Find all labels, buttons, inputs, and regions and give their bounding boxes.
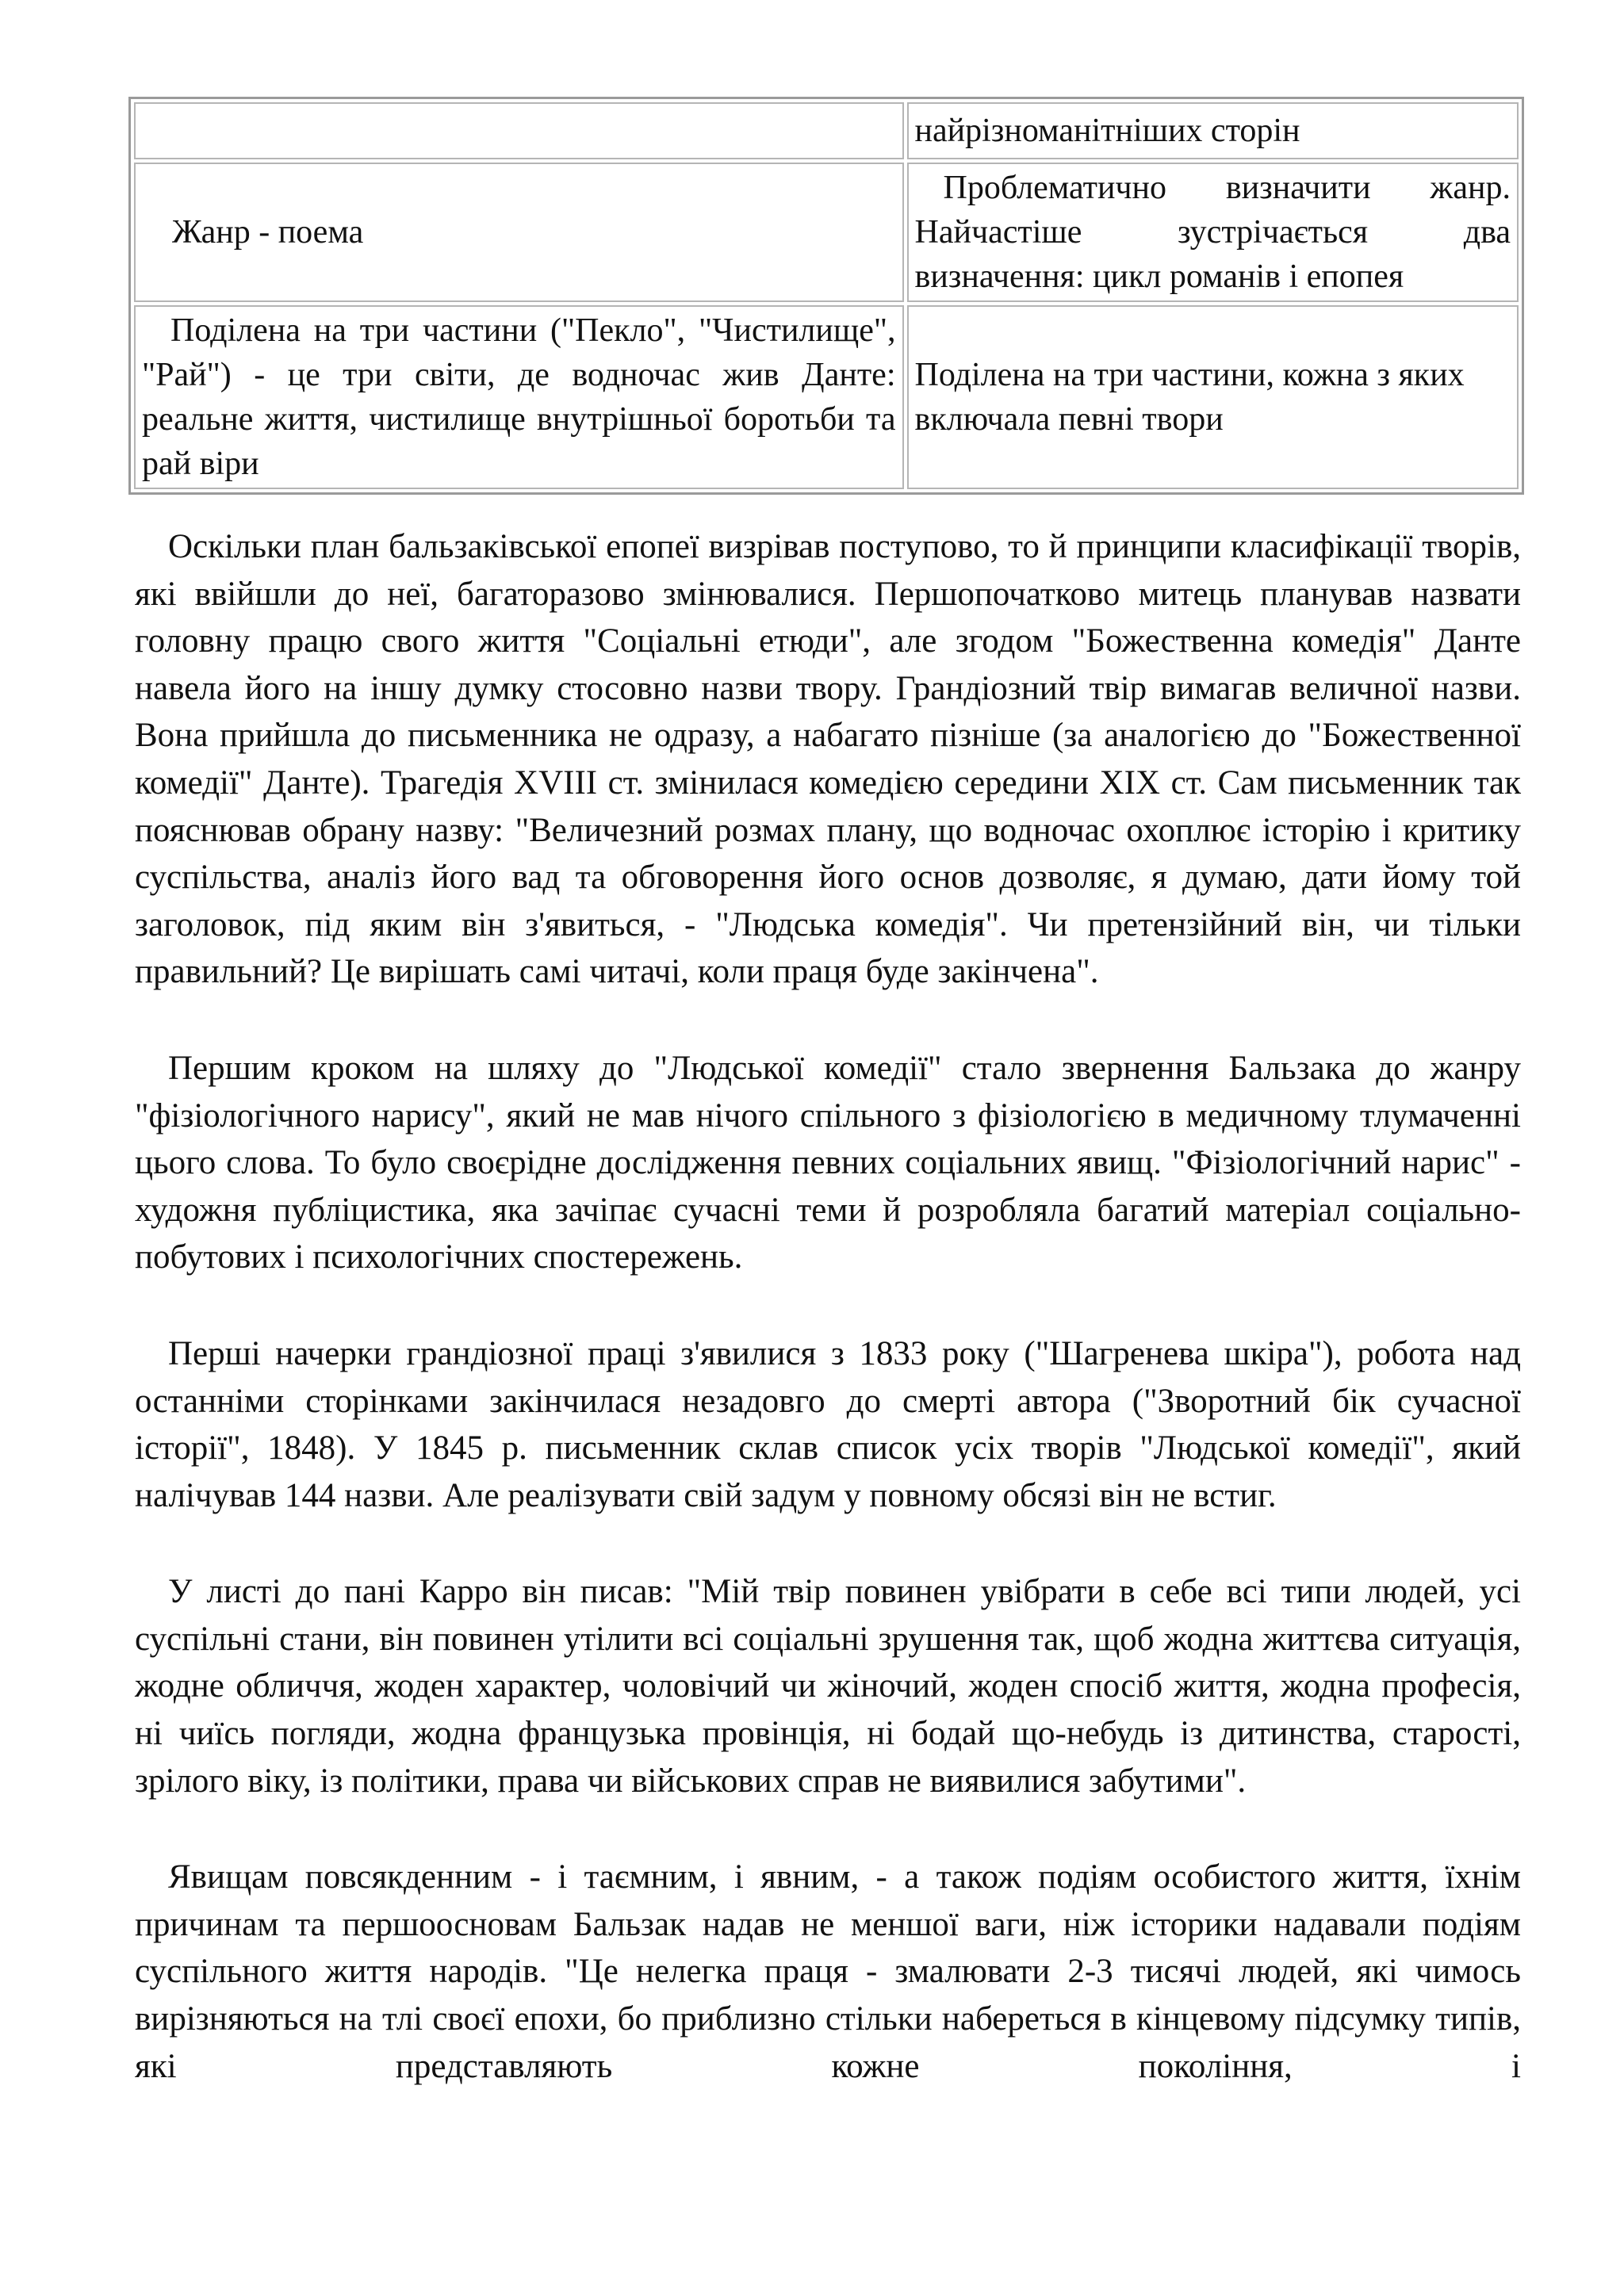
- paragraph: Першим кроком на шляху до "Людської комедії" стало звернення Бальзака до жанру "фізіологічного нарису", який не мав нічого спільного з фізіологією в медичному тлумаченні цього слова. То було своєрідне дослідження певних соціальних явищ. "Фізіологічний нарис" - художня публіцистика, яка зачіпає сучасні теми й розробляла багатий матеріал соціально-побутових і психологічних спостережень.: [135, 1049, 1521, 1276]
- table-cell-right: найрізноманітніших сторін: [907, 102, 1519, 159]
- table-row: [134, 305, 1519, 489]
- paragraph: Перші начерки грандіозної праці з'явилися з 1833 року ("Шагренева шкіра"), робота над останніми сторінками закінчилася незадовго до смерті автора ("Зворотний бік сучасної історії", 1848). У 1845 р. письменник склав список усіх творів "Людської комедії", який налічував 144 назви. Але реалізувати свій задум у повному обсязі він не встиг.: [135, 1334, 1521, 1514]
- paragraph: У листі до пані Карро він писав: "Мій твір повинен увібрати в себе всі типи людей, усі суспільні стани, він повинен утілити всі соціальні зрушення так, щоб жодна життєва ситуація, жодне обличчя, жоден характер, чоловічий чи жіночий, жоден спосіб життя, жодна професія, ні чиїсь погляди, жодна французька провінція, ні бодай що-небудь із дитинства, старості, зрілого віку, із політики, права чи військових справ не виявилися забутими".: [135, 1573, 1521, 1800]
- table-cell-right: Проблематично визначити жанр. Найчастіше зустрічається два визначення: цикл романів і епопея: [907, 163, 1519, 302]
- comparison-table: [128, 97, 1524, 495]
- table-row: [134, 102, 1519, 159]
- body-text: [135, 523, 1521, 2090]
- table-cell-right: Поділена на три частини, кожна з яких включала певні твори: [907, 305, 1519, 489]
- table-cell-left: [134, 102, 904, 159]
- paragraph: Явищам повсякденним - і таємним, і явним, - а також подіям особистого життя, їхнім причинам та першоосновам Бальзак надав не меншої ваги, ніж історики надавали подіям суспільного життя народів. "Це нелегка праця - змалювати 2-3 тисячі людей, які чимось вирізняються на тлі своєї епохи, бо приблизно стільки набереться в кінцевому підсумку типів, які представляють кожне покоління, і: [135, 1858, 1521, 2085]
- table-cell-left: Поділена на три частини ("Пекло", "Чистилище", "Рай") - це три світи, де водночас жив Данте: реальне життя, чистилище внутрішньої боротьби та рай віри: [134, 305, 904, 489]
- table-row: [134, 163, 1519, 302]
- paragraph: Оскільки план бальзаківської епопеї визрівав поступово, то й принципи класифікації творів, які ввійшли до неї, багаторазово змінювалися. Першопочатково митець планував назвати головну працю свого життя "Соціальні етюди", але згодом "Божественна комедія" Данте навела його на іншу думку стосовно назви твору. Грандіозний твір вимагав величної назви. Вона прийшла до письменника не одразу, а набагато пізніше (за аналогією до "Божественної комедії" Данте). Трагедія XVIII ст. змінилася комедією середини XIX ст. Сам письменник так пояснював обрану назву: "Величезний розмах плану, що водночас охоплює історію і критику суспільства, аналіз його вад та обговорення його основ дозволяє, я думаю, дати йому той заголовок, під яким він з'явиться, - "Людська комедія". Чи претензійний він, чи тільки правильний? Це вирішать самі читачі, коли праця буде закінчена".: [135, 528, 1521, 991]
- table-cell-left: Жанр - поема: [134, 163, 904, 302]
